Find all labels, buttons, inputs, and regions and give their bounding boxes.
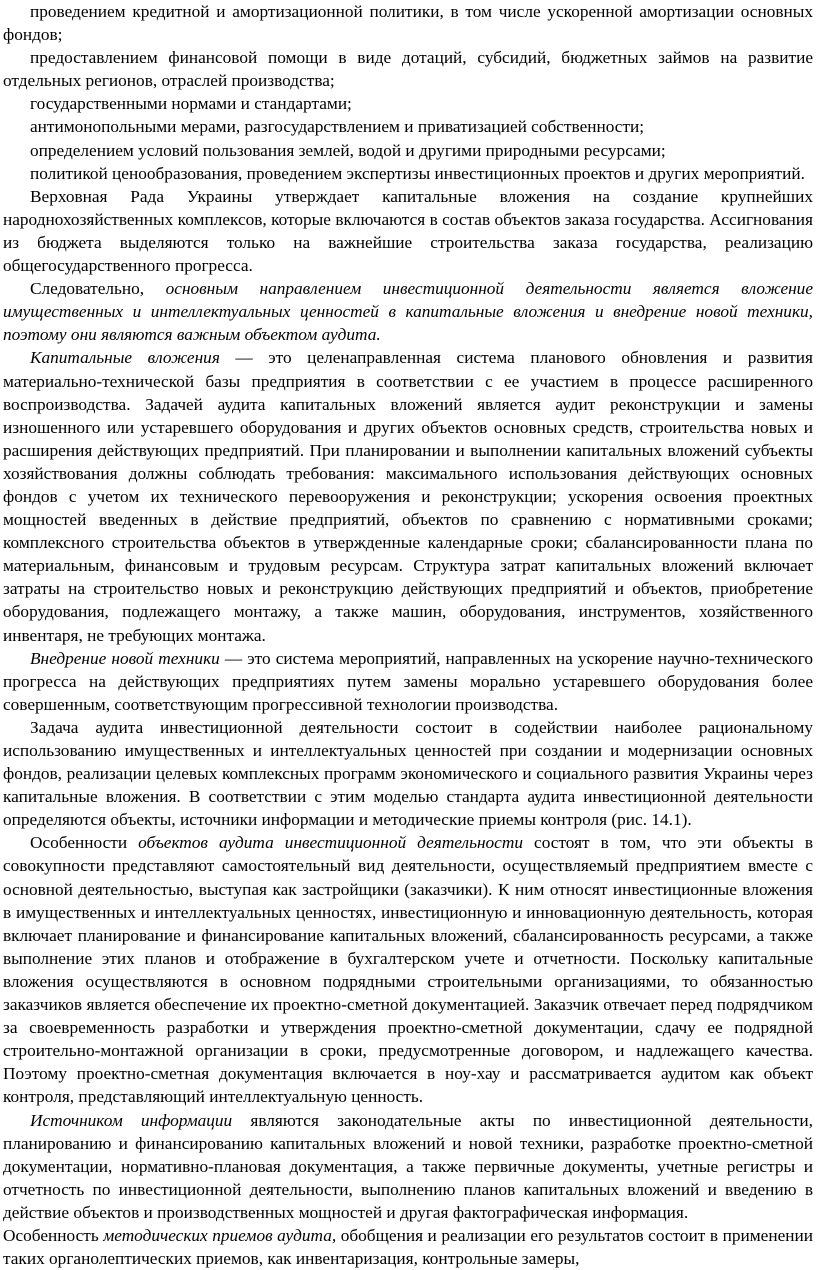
emphasized-text: основным направлением инвестиционной деятельности является вложение имущественных и интеллектуальных ценностей в капитальные вложения и внедрение новой техники, поэтому они являются важным объектом аудита.: [3, 279, 813, 345]
paragraph-antimonopoly: [3, 115, 813, 138]
text-run: являются законодательные акты по инвестиционной деятельности, планированию и финансированию капитальных вложений и новой техники, разработке проектно-сметной документации, нормативно-плановая документация, а также первичные документы, учетные регистры и отчетность по инвестиционной деятельности, выполнению планов капитальных вложений и введению в действие объектов и производственных мощностей и другая фактографическая информация.: [3, 1110, 813, 1222]
text-run: обобщения и реализации его результатов состоит в применении таких органолептических приемов, как инвентаризация, контрольные замеры,: [3, 1225, 813, 1269]
paragraph-state-norms: [3, 92, 813, 115]
paragraph-financial-aid: [3, 46, 813, 92]
text-run: состоят в том, что эти объекты в совокупности представляют самостоятельный вид деятельности, осуществляемый предприятием вместе с основной деятельностью, выступая как застройщики (заказчики). К ним относят инвестиционные вложения в имущественных и интеллектуальных ценностях, инвестиционную и инновационную деятельность, которая включает планирование и финансирование капитальных вложений, сбалансированность ресурсами, а также выполнение этих планов и отображение в бухгалтерском учете и отчетности. Поскольку капитальные вложения осуществляются в основном подрядными строительными организациями, то обязанностью заказчиков является обеспечение их проектно-сметной документацией. Заказчик отвечает перед подрядчиком за своевременность разработки и утверждения проектно-сметной документации, сдачу ее подрядной строительно-монтажной организации в сроки, предусмотренные договором, и надлежащего качества. Поэтому проектно-сметная документация включается в ноу-хау и рассматривается аудитом как объект контроля, представляющий интеллектуальную ценность.: [3, 833, 814, 1107]
paragraph-verkhovna-rada: [3, 185, 813, 277]
text-run: — это целенаправленная система планового обновления и развития материально-технической базы предприятия в соответствии с ее участием в процессе расширенного воспроизводства. Задачей аудита капитальных вложений является аудит реконструкции и замены изношенного или устаревшего оборудования и других объектов основных средств, строительства новых и расширения действующих предприятий. При планировании и выполнении капитальных вложений субъекты хозяйствования должны соблюдать требования: максимального использования действующих основных фондов с учетом их технического перевооружения и реконструкции; ускорения освоения проектных мощностей введенных в действие предприятий, объектов по сравнению с нормативными сроками; комплексного строительства объектов в утвержденные календарные сроки; сбалансированности плана по материальным, финансовым и трудовым ресурсам. Структура затрат капитальных вложений включает затраты на строительство новых и реконструкцию действующих предприятий и объектов, приобретение оборудования, подлежащего монтажу, а также машин, оборудования, инструментов, хозяйственного инвентаря, не требующих монтажа.: [3, 348, 813, 645]
text-run: Верховная Рада Украины утверждает капитальные вложения на создание крупнейших народнохозяйственных комплексов, которые включаются в состав объектов заказа государства. Ассигнования из бюджета выделяются только на важнейшие строительства заказа государства, реализацию общегосударственного прогресса.: [3, 186, 813, 276]
paragraph-methodical-techniques: [3, 1224, 813, 1270]
text-run: государственными нормами и стандартами;: [30, 94, 352, 114]
text-run: предоставлением финансовой помощи в виде дотаций, субсидий, бюджетных займов на развитие отдельных регионов, отраслей производства;: [3, 48, 813, 91]
paragraph-land-use: [3, 139, 813, 162]
paragraph-new-technology: [3, 647, 813, 716]
emphasized-text: Источником информации: [30, 1110, 233, 1130]
paragraph-audit-task: [3, 716, 813, 831]
emphasized-text: Капитальные вложения: [30, 348, 220, 368]
text-run: Следовательно,: [30, 279, 166, 299]
emphasized-text: объектов аудита инвестиционной деятельности: [138, 833, 523, 853]
paragraph-pricing-policy: [3, 162, 813, 185]
text-run: определением условий пользования землей, водой и другими природными ресурсами;: [30, 140, 666, 160]
paragraph-capital-investments: [3, 346, 813, 646]
text-run: Особенности: [30, 833, 139, 853]
emphasized-text: методических приемов аудита,: [103, 1225, 337, 1245]
text-run: Задача аудита инвестиционной деятельности состоит в содействии наиболее рациональному использованию имущественных и интеллектуальных ценностей при создании и модернизации основных фондов, реализации целевых комплексных программ экономического и социального развития Украины через капитальные вложения. В соответствии с этим моделью стандарта аудита инвестиционной деятельности определяются объекты, источники информации и методические приемы контроля (рис. 14.1).: [3, 717, 813, 830]
text-run: антимонопольными мерами, разгосударствлением и приватизацией собственности;: [30, 117, 645, 137]
paragraph-main-direction: [3, 277, 813, 346]
emphasized-text: Внедрение новой техники: [30, 648, 220, 668]
text-run: Особенность: [3, 1225, 104, 1245]
paragraph-credit-policy: [3, 0, 813, 46]
text-run: проведением кредитной и амортизационной политики, в том числе ускоренной амортизации основных фондов;: [3, 2, 813, 45]
text-run: политикой ценообразования, проведением экспертизы инвестиционных проектов и других мероприятий.: [30, 163, 805, 183]
text-run: — это система мероприятий, направленных на ускорение научно-технического прогресса на действующих предприятиях путем замены морально устаревшего оборудования более совершенным, соответствующим прогрессивной технологии производства.: [3, 648, 813, 714]
paragraph-audit-objects: [3, 831, 813, 1108]
paragraph-information-sources: [3, 1109, 813, 1224]
